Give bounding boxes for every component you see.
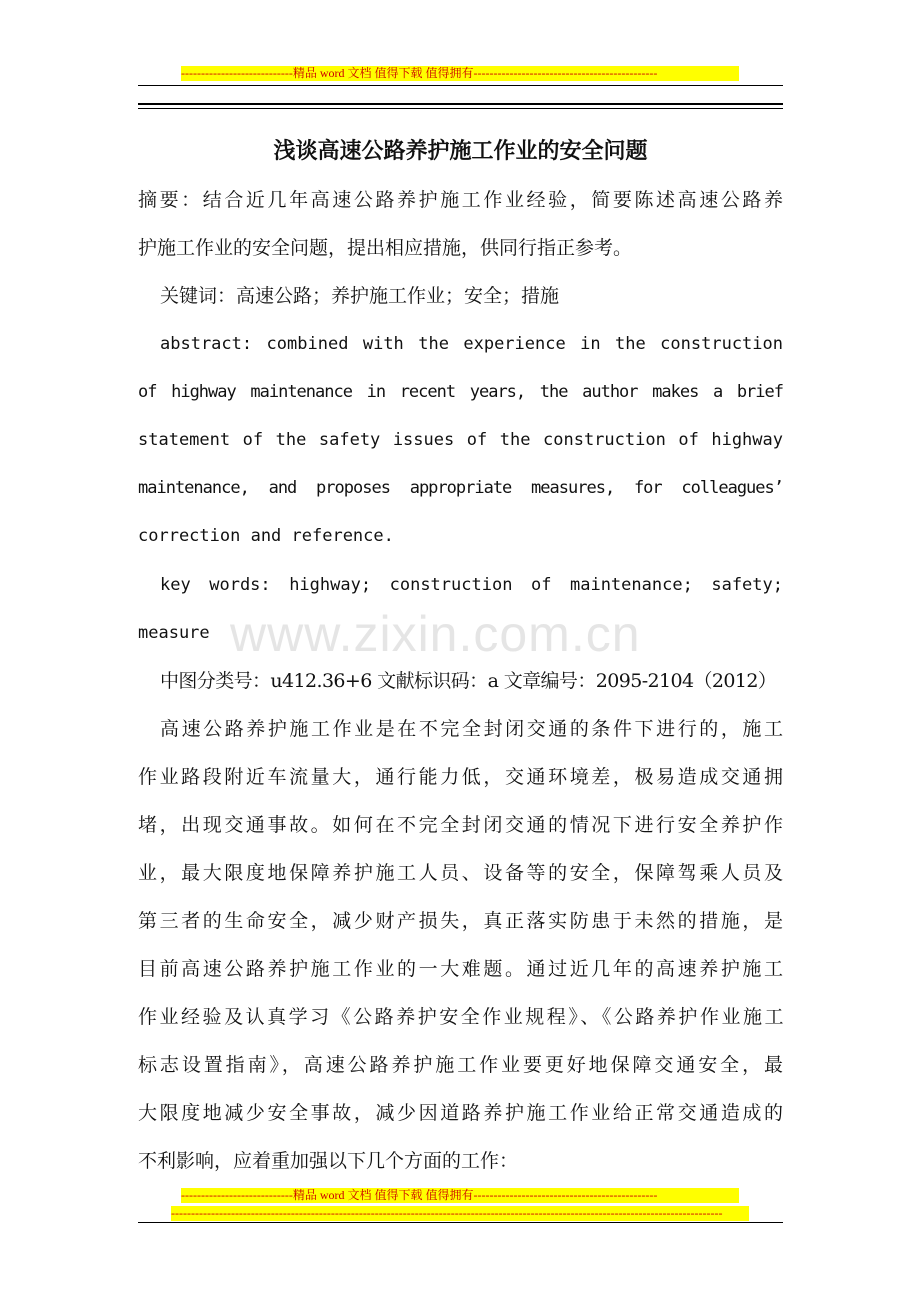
body-paragraph-line: 不利影响，应着重加强以下几个方面的工作： bbox=[138, 1150, 519, 1172]
body-paragraph-line: 大限度地减少安全事故，减少因道路养护施工作业给正常交通造成的 bbox=[138, 1102, 783, 1124]
body-paragraph-line: 目前高速公路养护施工作业的一大难题。通过近几年的高速养护施工 bbox=[138, 958, 783, 980]
keywords-en-line: key words: highway; construction of maintenance; safety; bbox=[160, 575, 783, 595]
header-rule-thin bbox=[138, 108, 783, 109]
keywords-en-line: measure bbox=[138, 623, 210, 643]
body-paragraph-line: 业，最大限度地保障养护施工人员、设备等的安全，保障驾乘人员及 bbox=[138, 862, 783, 884]
abstract-cn-line: 摘要：结合近几年高速公路养护施工作业经验，简要陈述高速公路养 bbox=[138, 189, 783, 211]
abstract-en-line: maintenance, and proposes appropriate measures, for colleagues’ bbox=[138, 478, 783, 498]
keywords-cn: 关键词：高速公路；养护施工作业；安全；措施 bbox=[160, 285, 560, 307]
footer-banner-dashes: ------------------------------------------------------------------------------------------------------------------------------------------ bbox=[171, 1206, 749, 1221]
footer-banner: ----------------------------精品 word 文档 值得下载 值得拥有---------------------------------------------- bbox=[181, 1188, 739, 1203]
abstract-cn-line: 护施工作业的安全问题，提出相应措施，供同行指正参考。 bbox=[138, 237, 633, 259]
article-title: 浅谈高速公路养护施工作业的安全问题 bbox=[273, 138, 648, 164]
classification-line: 中图分类号：u412.36+6 文献标识码：a 文章编号：2095-2104（2012） bbox=[160, 670, 777, 692]
watermark: www.zixin.com.cn bbox=[230, 606, 641, 662]
body-paragraph-line: 作业路段附近车流量大，通行能力低，交通环境差，极易造成交通拥 bbox=[138, 766, 783, 788]
abstract-en-line: statement of the safety issues of the construction of highway bbox=[138, 430, 783, 450]
body-paragraph-line: 堵，出现交通事故。如何在不完全封闭交通的情况下进行安全养护作 bbox=[138, 814, 783, 836]
footer-rule bbox=[138, 1222, 783, 1223]
abstract-en-line: of highway maintenance in recent years, the author makes a brief bbox=[138, 382, 783, 402]
abstract-en-line: correction and reference. bbox=[138, 526, 394, 546]
body-paragraph-line: 作业经验及认真学习《公路养护安全作业规程》、《公路养护作业施工 bbox=[138, 1006, 783, 1028]
body-paragraph-line: 高速公路养护施工作业是在不完全封闭交通的条件下进行的，施工 bbox=[160, 718, 783, 740]
body-paragraph-line: 标志设置指南》，高速公路养护施工作业要更好地保障交通安全，最 bbox=[138, 1054, 783, 1076]
body-paragraph-line: 第三者的生命安全，减少财产损失，真正落实防患于未然的措施，是 bbox=[138, 910, 783, 932]
header-banner: ----------------------------精品 word 文档 值得下载 值得拥有---------------------------------------------- bbox=[181, 66, 739, 81]
header-rule-thick bbox=[138, 103, 783, 105]
abstract-en-line: abstract: combined with the experience in the construction bbox=[160, 334, 783, 354]
header-rule bbox=[138, 85, 783, 86]
